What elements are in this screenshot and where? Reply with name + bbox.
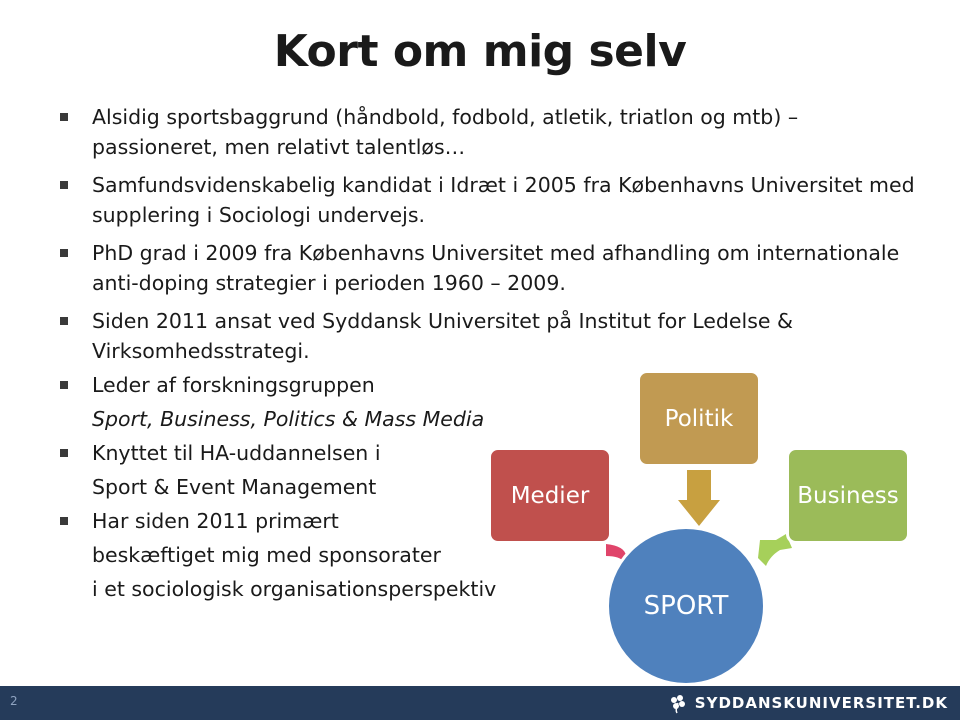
bullet-item [58,370,918,400]
bullet-marker [60,449,68,457]
slide-title: Kort om mig selv [273,26,687,77]
bullet-marker [60,381,68,389]
bullet-text: Leder af forskningsgruppen [92,373,375,397]
box-label: Politik [664,405,734,432]
bullet-item [58,170,918,230]
bullet-text: PhD grad i 2009 fra Københavns Universitet med afhandling om internationale anti-doping strategier i perioden 1960 – 2009. [92,241,900,295]
diagram-box-business [786,447,910,544]
university-logo [667,692,948,714]
bullet-continuation: i et sociologisk organisationsperspektiv [92,577,497,601]
bullet-item [58,238,918,298]
diagram-box-medier [488,447,612,544]
research-group-name: Sport, Business, Politics & Mass Media [92,407,485,431]
bullet-text: Samfundsvidenskabelig kandidat i Idræt i 2005 fra Københavns Universitet med supplering i Sociologi undervejs. [92,173,915,227]
bullet-text: Siden 2011 ansat ved Syddansk Universitet på Institut for Ledelse & Virksomhedsstrategi. [92,309,794,363]
box-label: Medier [510,482,590,509]
bullet-marker [60,517,68,525]
bullet-text: Alsidig sportsbaggrund (håndbold, fodbold, atletik, triatlon og mtb) – passioneret, men relativt talentløs… [92,105,799,159]
bullet-marker [60,317,68,325]
sdu-flower-icon [667,692,689,714]
page-number: 2 [10,694,18,708]
diagram-box-politik [637,370,761,467]
box-label: Business [797,482,899,509]
center-label: SPORT [643,591,729,621]
bullet-item [58,102,918,162]
program-name: Sport & Event Management [92,475,377,499]
bullet-text: Knyttet til HA-uddannelsen i [92,441,381,465]
bullet-continuation: beskæftiget mig med sponsorater [92,543,441,567]
bullet-marker [60,113,68,121]
footer-bar [0,686,960,720]
logo-text: SYDDANSKUNIVERSITET.DK [694,694,948,712]
diagram-center-sport [606,526,766,686]
bullet-text: Har siden 2011 primært [92,509,339,533]
bullet-item [58,306,918,366]
bullet-marker [60,249,68,257]
bullet-marker [60,181,68,189]
